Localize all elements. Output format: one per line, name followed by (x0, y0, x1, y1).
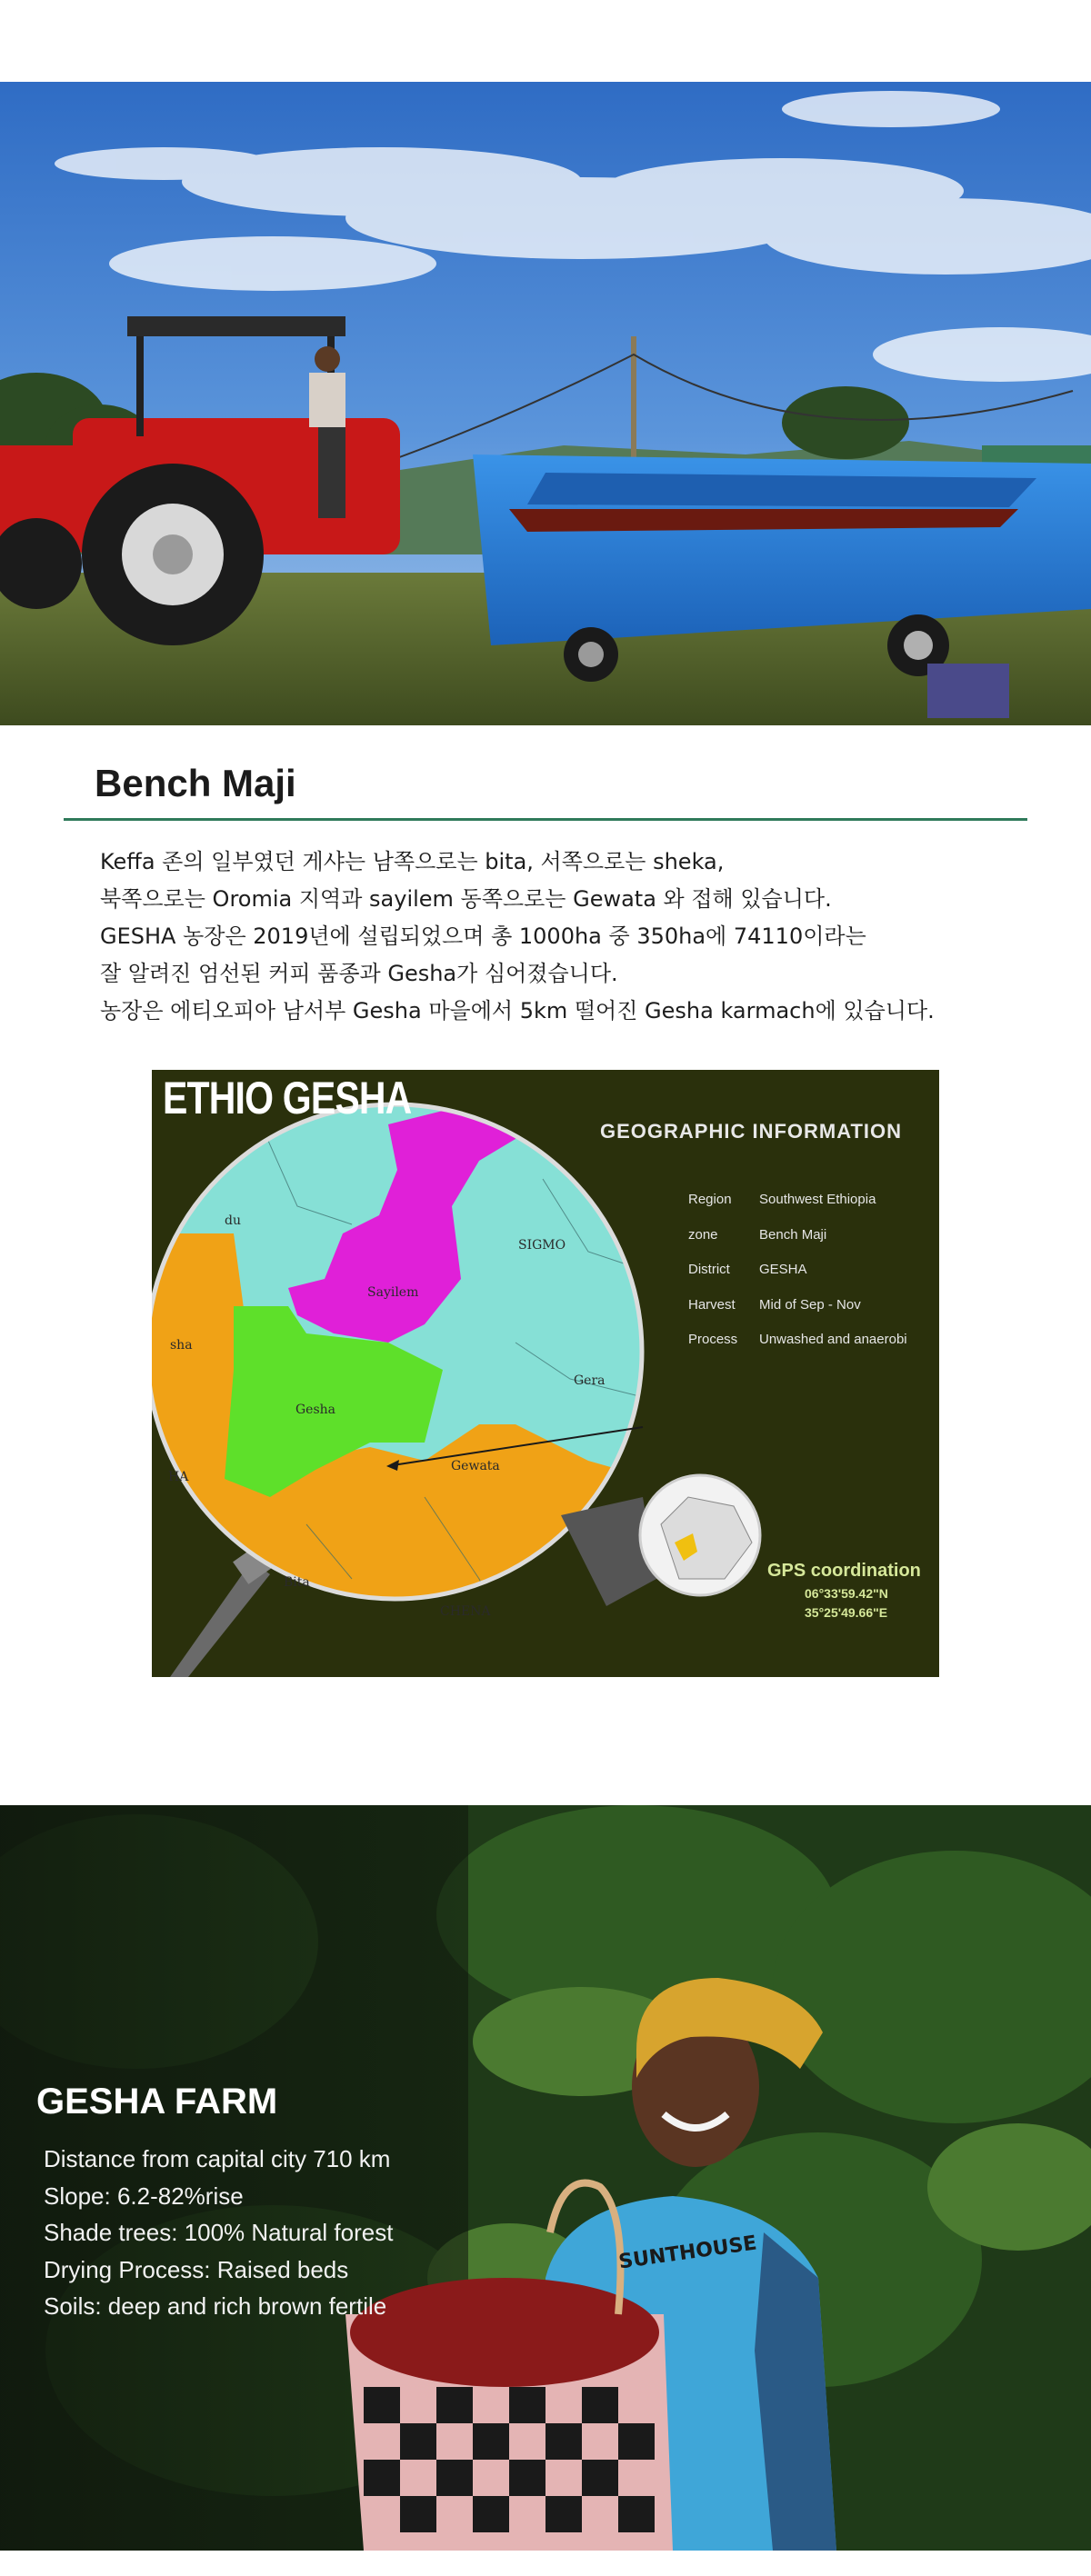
hero-photo-tractor (0, 82, 1091, 725)
geographic-info-list (688, 1192, 907, 1367)
gps-latitude: 06°33'59.42"N (805, 1586, 888, 1601)
description-line: 잘 알려진 엄선된 커피 품종과 Gesha가 심어졌습니다. (100, 961, 618, 986)
geo-info-row: zone Bench Maji (688, 1226, 827, 1243)
gps-heading: GPS coordination (767, 1561, 921, 1581)
geo-info-row: Harvest Mid of Sep - Nov (688, 1296, 861, 1313)
map-title: ETHIO GESHA (163, 1073, 412, 1123)
map-label-bita: Bita (284, 1575, 310, 1590)
bench-maji-title: Bench Maji (95, 762, 296, 804)
map-label-chena: CHENA (440, 1604, 491, 1619)
gps-longitude: 35°25'49.66"E (805, 1605, 888, 1620)
farm-fact: Drying Process: Raised beds (44, 2255, 349, 2283)
map-label-sha: sha (170, 1338, 193, 1353)
geographic-info-heading: GEOGRAPHIC INFORMATION (600, 1120, 903, 1143)
hero-illustration (0, 82, 1091, 725)
geo-info-row: District GESHA (688, 1262, 807, 1277)
description-line: 농장은 에티오피아 남서부 Gesha 마을에서 5km 떨어진 Gesha karmach에 있습니다. (100, 998, 935, 1023)
farm-fact: Shade trees: 100% Natural forest (44, 2219, 394, 2246)
description-line: Keffa 존의 일부였던 게샤는 남쪽으로는 bita, 서쪽으로는 sheka, (100, 849, 725, 874)
gesha-farm-title: GESHA FARM (36, 2082, 278, 2122)
farm-fact: Soils: deep and rich brown fertile (44, 2292, 387, 2320)
geo-info-row: Region Southwest Ethiopia (688, 1192, 876, 1207)
description-line: 북쪽으로는 Oromia 지역과 sayilem 동쪽으로는 Gewata 와 접해 있습니다. (100, 886, 832, 912)
farm-fact: Slope: 6.2-82%rise (44, 2182, 244, 2210)
map-label-gewata: Gewata (451, 1459, 500, 1473)
map-label-sayilem: Sayilem (367, 1285, 419, 1300)
geo-info-row: Process Unwashed and anaerobi (688, 1332, 907, 1347)
shirt-print-text: SUNTHOUSE (617, 2232, 758, 2274)
map-label-sigmo: SIGMO (518, 1238, 566, 1253)
section-divider (64, 818, 1027, 821)
map-label-gesha: Gesha (295, 1403, 336, 1417)
map-label-ha: HA (168, 1470, 189, 1484)
farm-facts-list (44, 2141, 393, 2325)
ethio-gesha-map (152, 1070, 939, 1677)
map-label-du: du (225, 1213, 241, 1228)
map-label-gera: Gera (574, 1373, 606, 1388)
description-line: GESHA 농장은 2019년에 설립되었으며 총 1000ha 중 350ha에 74110이라는 (100, 924, 866, 949)
farm-fact: Distance from capital city 710 km (44, 2145, 391, 2172)
bench-maji-description (100, 844, 1036, 1030)
